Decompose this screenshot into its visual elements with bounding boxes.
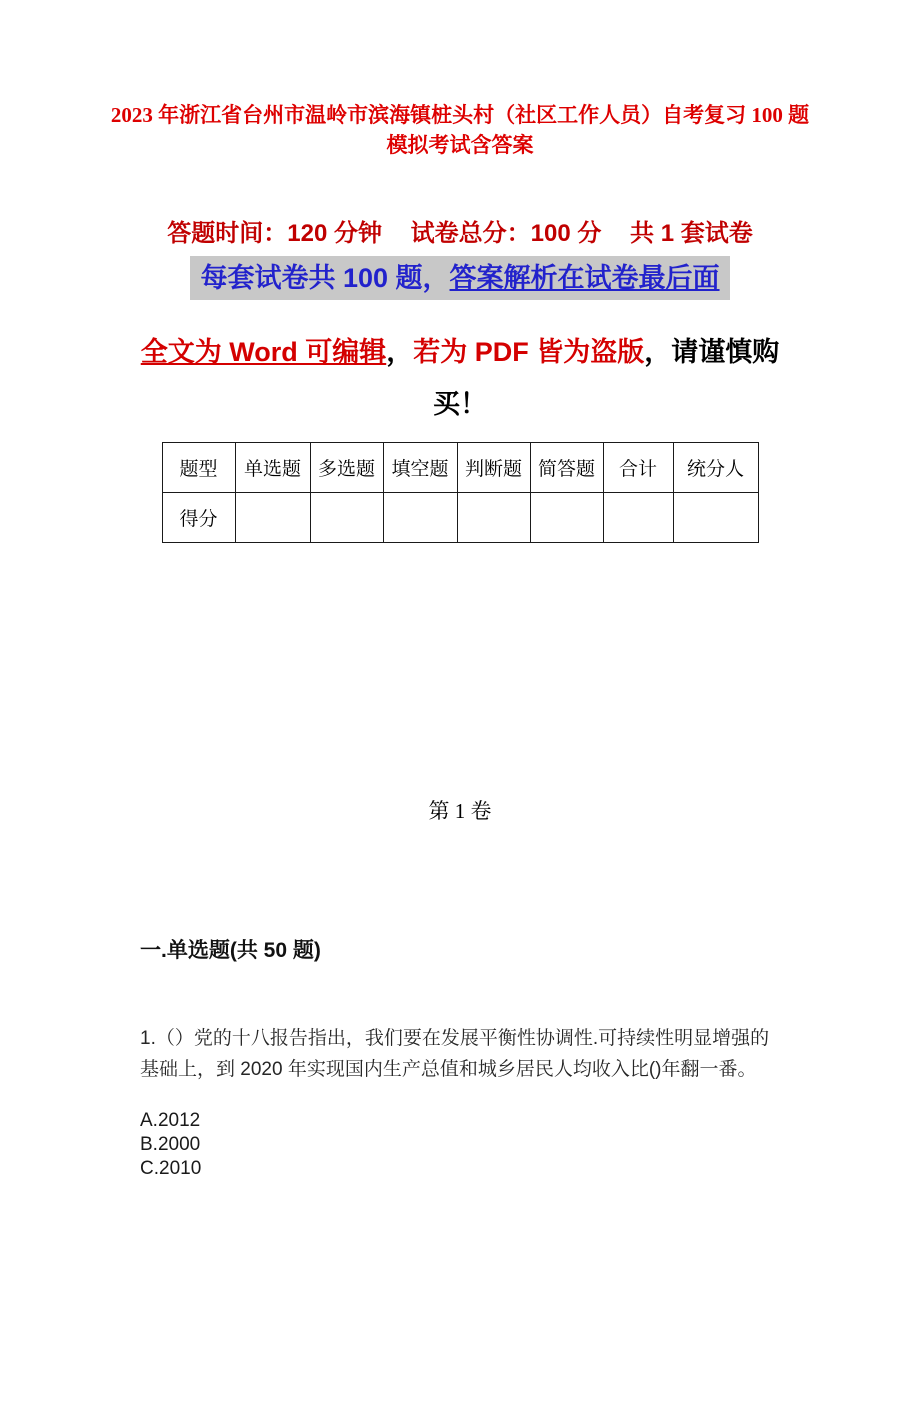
document-title: 2023 年浙江省台州市温岭市滨海镇桩头村（社区工作人员）自考复习 100 题模拟考试含答案 bbox=[110, 103, 810, 157]
option-c: C.2010 bbox=[140, 1158, 202, 1179]
header-cell-question-type: 题型 bbox=[162, 443, 235, 493]
option-b: B.2000 bbox=[140, 1134, 201, 1155]
header-cell-single-choice: 单选题 bbox=[235, 443, 310, 493]
score-cell-empty bbox=[603, 493, 673, 543]
section-title: 一.单选题(共 50 题) bbox=[140, 939, 321, 962]
notice-pdf-pirated: 若为 PDF 皆为盗版 bbox=[413, 337, 645, 367]
score-cell-empty bbox=[457, 493, 530, 543]
notice-line bbox=[135, 326, 785, 430]
exam-info-line bbox=[0, 217, 920, 250]
highlight-line bbox=[0, 256, 920, 300]
header-cell-short-answer: 简答题 bbox=[530, 443, 603, 493]
table-header-row bbox=[162, 443, 758, 493]
header-cell-fill-blank: 填空题 bbox=[383, 443, 457, 493]
score-cell-empty bbox=[310, 493, 383, 543]
exam-set-count: 共 1 套试卷 bbox=[630, 220, 753, 247]
header-cell-multi-choice: 多选题 bbox=[310, 443, 383, 493]
option-a: A.2012 bbox=[140, 1110, 201, 1131]
volume-title: 第 1 卷 bbox=[428, 799, 492, 823]
header-cell-true-false: 判断题 bbox=[457, 443, 530, 493]
score-table bbox=[162, 442, 759, 543]
score-cell-empty bbox=[673, 493, 758, 543]
score-cell-empty bbox=[383, 493, 457, 543]
exam-total-score: 试卷总分：100 分 bbox=[410, 220, 602, 247]
note-normal-text: 每套试卷共 100 题， bbox=[200, 263, 450, 293]
score-row-label: 得分 bbox=[162, 493, 235, 543]
notice-comma: ， bbox=[386, 337, 414, 367]
header-cell-scorer: 统分人 bbox=[673, 443, 758, 493]
score-cell-empty bbox=[530, 493, 603, 543]
table-score-row bbox=[162, 493, 758, 543]
note-underlined-text: 答案解析在试卷最后面 bbox=[449, 263, 720, 293]
exam-time: 答题时间：120 分钟 bbox=[167, 220, 382, 247]
notice-word-editable: 全文为 Word 可编辑 bbox=[140, 337, 387, 367]
notice-tail: ，请谨慎购买！ bbox=[433, 337, 780, 419]
score-cell-empty bbox=[235, 493, 310, 543]
header-cell-total: 合计 bbox=[603, 443, 673, 493]
highlighted-note bbox=[190, 256, 729, 300]
question-1-options bbox=[140, 1109, 920, 1181]
question-1-text: 1.（）党的十八报告指出，我们要在发展平衡性协调性.可持续性明显增强的基础上，到 2020 年实现国内生产总值和城乡居民人均收入比()年翻一番。 bbox=[140, 1028, 770, 1080]
